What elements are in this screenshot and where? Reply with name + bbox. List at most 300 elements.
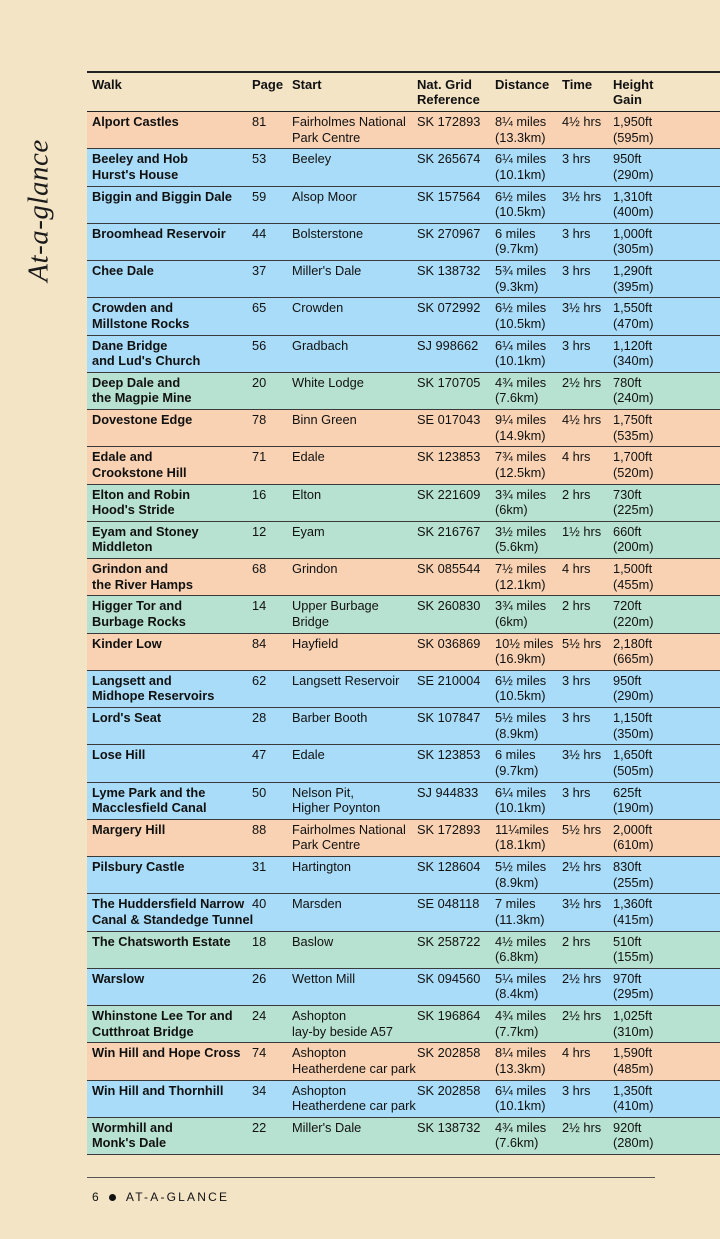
cell-walk — [87, 112, 252, 148]
cell-height — [613, 894, 720, 930]
cell-start-line: Eyam — [292, 523, 325, 539]
cell-walk — [87, 783, 252, 819]
cell-height-line: (280m) — [613, 1135, 654, 1151]
cell-distance-line: 11¼miles — [495, 821, 549, 837]
cell-start — [292, 112, 417, 148]
cell-grid: SK 072992 — [417, 300, 481, 316]
cell-start — [292, 1006, 417, 1042]
cell-height-line: 1,700ft — [613, 449, 653, 465]
bullet-icon — [109, 1194, 116, 1201]
cell-page: 24 — [252, 1008, 267, 1023]
cell-page: 18 — [252, 933, 267, 949]
cell-start-line: Barber Booth — [292, 710, 368, 725]
cell-distance-line: (8.9km) — [495, 725, 539, 741]
cell-distance-line: 5½ miles — [495, 710, 547, 725]
cell-page: 22 — [252, 1119, 267, 1135]
cell-height-line: 1,025ft — [613, 1008, 653, 1023]
cell-distance-line: (9.7km) — [495, 762, 539, 778]
table-row — [87, 894, 720, 931]
cell-height-line: 1,150ft — [613, 710, 653, 725]
cell-distance-line: 8¼ miles — [495, 1045, 547, 1061]
cell-walk-line: Alport Castles — [92, 114, 179, 129]
cell-height — [613, 373, 720, 409]
cell-start-line: Hayfield — [292, 635, 339, 651]
cell-distance-line: 7¾ miles — [495, 449, 547, 465]
cell-start-line: Ashopton — [292, 1082, 347, 1098]
cell-walk-line: Eyam and Stoney — [92, 523, 199, 539]
cell-distance — [495, 485, 562, 521]
header-start: Start — [292, 77, 322, 92]
header-grid — [417, 73, 495, 111]
cell-start — [292, 336, 417, 372]
table-row — [87, 969, 720, 1006]
cell-height — [613, 671, 720, 707]
cell-distance-line: (10.5km) — [495, 315, 546, 331]
header-grid-line2: Reference — [417, 92, 480, 107]
table-row — [87, 596, 720, 633]
cell-grid: SK 157564 — [417, 188, 481, 204]
cell-height-line: 1,350ft — [613, 1082, 653, 1098]
cell-height-line: (535m) — [613, 427, 654, 443]
cell-start-line: Higher Poynton — [292, 800, 381, 815]
cell-walk — [87, 187, 252, 223]
cell-distance-line: 4¾ miles — [495, 374, 547, 390]
cell-distance-line: 6½ miles — [495, 300, 547, 316]
cell-distance-line: (13.3km) — [495, 129, 546, 145]
cell-height-line: 1,500ft — [613, 561, 653, 576]
table-row — [87, 932, 720, 969]
cell-start — [292, 708, 417, 744]
cell-height-line: (200m) — [613, 539, 654, 555]
cell-walk-line: Crookstone Hill — [92, 464, 187, 480]
cell-page: 78 — [252, 412, 267, 427]
cell-walk-line: Lyme Park and the — [92, 784, 206, 800]
cell-distance — [495, 745, 562, 781]
cell-distance — [495, 410, 562, 446]
cell-walk-line: Hurst's House — [92, 166, 179, 182]
cell-height — [613, 708, 720, 744]
cell-time: 4 hrs — [562, 1045, 591, 1061]
cell-height-line: 1,310ft — [613, 188, 653, 204]
cell-walk — [87, 894, 252, 930]
cell-walk-line: Edale and — [92, 449, 153, 465]
cell-height — [613, 745, 720, 781]
cell-walk — [87, 857, 252, 893]
cell-walk-line: The Chatsworth Estate — [92, 933, 231, 949]
cell-grid: SK 196864 — [417, 1008, 481, 1023]
cell-distance-line: (13.3km) — [495, 1060, 546, 1076]
cell-walk-line: Canal & Standedge Tunnel — [92, 911, 254, 927]
table-row — [87, 1043, 720, 1080]
cell-page: 56 — [252, 337, 267, 353]
cell-walk — [87, 969, 252, 1005]
cell-start-line: Ashopton — [292, 1045, 347, 1061]
header-grid-line1: Nat. Grid — [417, 77, 472, 92]
cell-height-line: (225m) — [613, 502, 654, 517]
cell-distance-line: 6 miles — [495, 747, 536, 763]
cell-distance — [495, 298, 562, 334]
cell-height-line: (470m) — [613, 315, 654, 331]
cell-walk — [87, 671, 252, 707]
cell-start — [292, 820, 417, 856]
cell-height-line: (255m) — [613, 874, 654, 890]
cell-grid: SK 265674 — [417, 151, 481, 167]
cell-start-line: Gradbach — [292, 337, 349, 353]
cell-height — [613, 1043, 720, 1079]
cell-distance-line: 7 miles — [495, 896, 536, 912]
cell-grid: SK 123853 — [417, 449, 481, 465]
cell-grid: SK 036869 — [417, 635, 481, 651]
cell-distance-line: (7.6km) — [495, 1135, 539, 1151]
cell-distance-line: 5½ miles — [495, 859, 547, 874]
header-page: Page — [252, 77, 284, 92]
cell-height-line: (155m) — [613, 949, 654, 964]
cell-distance-line: 9¼ miles — [495, 412, 547, 427]
cell-distance-line: 6¼ miles — [495, 151, 547, 167]
table-row — [87, 485, 720, 522]
cell-start-line: Wetton Mill — [292, 970, 356, 986]
table-row — [87, 857, 720, 894]
cell-walk-line: Dovestone Edge — [92, 412, 193, 427]
cell-time: 3 hrs — [562, 151, 591, 167]
cell-start — [292, 261, 417, 297]
cell-distance — [495, 932, 562, 968]
cell-grid: SK 260830 — [417, 598, 481, 614]
cell-distance-line: (7.7km) — [495, 1023, 539, 1039]
table-row — [87, 410, 720, 447]
cell-page: 40 — [252, 896, 267, 912]
cell-height-line: 950ft — [613, 672, 642, 688]
cell-distance-line: (10.1km) — [495, 353, 546, 368]
cell-time: 1½ hrs — [562, 523, 602, 539]
cell-height-line: 730ft — [613, 486, 642, 502]
cell-start-line: Bridge — [292, 613, 329, 629]
cell-start-line: Hartington — [292, 859, 352, 874]
cell-distance-line: 4½ miles — [495, 933, 547, 949]
cell-height — [613, 224, 720, 260]
cell-height-line: 1,000ft — [613, 225, 653, 241]
cell-walk — [87, 410, 252, 446]
cell-page: 44 — [252, 225, 267, 241]
cell-time: 2½ hrs — [562, 859, 602, 874]
cell-walk — [87, 485, 252, 521]
cell-page: 59 — [252, 188, 267, 204]
cell-start — [292, 932, 417, 968]
cell-page: 62 — [252, 672, 267, 688]
cell-start-line: Heatherdene car park — [292, 1060, 416, 1076]
cell-walk-line: Millstone Rocks — [92, 315, 190, 331]
table-row — [87, 708, 720, 745]
cell-height-line: 1,590ft — [613, 1045, 653, 1061]
header-walk: Walk — [92, 77, 122, 92]
cell-grid: SJ 944833 — [417, 784, 479, 800]
cell-walk-line: Midhope Reservoirs — [92, 688, 215, 704]
cell-height-line: 920ft — [613, 1119, 642, 1135]
cell-grid: SK 128604 — [417, 859, 481, 874]
cell-height-line: (295m) — [613, 986, 654, 1002]
cell-walk-line: Kinder Low — [92, 635, 162, 651]
cell-distance — [495, 671, 562, 707]
cell-time: 3½ hrs — [562, 188, 602, 204]
cell-grid: SK 085544 — [417, 561, 481, 576]
cell-walk — [87, 224, 252, 260]
cell-time: 3 hrs — [562, 337, 591, 353]
cell-distance — [495, 336, 562, 372]
cell-start — [292, 447, 417, 483]
cell-walk-line: Monk's Dale — [92, 1135, 167, 1151]
cell-grid: SE 210004 — [417, 672, 481, 688]
cell-walk-line: Warslow — [92, 970, 145, 986]
cell-start — [292, 485, 417, 521]
table-row — [87, 1118, 720, 1155]
cell-walk-line: Burbage Rocks — [92, 613, 186, 629]
cell-grid: SK 216767 — [417, 523, 481, 539]
cell-height-line: (415m) — [613, 911, 654, 927]
cell-start — [292, 596, 417, 632]
cell-start-line: Langsett Reservoir — [292, 672, 400, 688]
cell-walk — [87, 932, 252, 968]
cell-distance-line: 7½ miles — [495, 561, 547, 576]
cell-distance-line: (12.1km) — [495, 576, 546, 592]
cell-page: 26 — [252, 970, 267, 986]
cell-walk-line: Whinstone Lee Tor and — [92, 1008, 233, 1023]
cell-height — [613, 112, 720, 148]
cell-distance — [495, 261, 562, 297]
cell-height-line: (305m) — [613, 241, 654, 257]
cell-time: 2½ hrs — [562, 374, 602, 390]
table-row — [87, 447, 720, 484]
cell-page: 88 — [252, 821, 267, 837]
cell-grid: SK 221609 — [417, 486, 481, 502]
cell-time: 4½ hrs — [562, 412, 602, 427]
cell-time: 3 hrs — [562, 784, 591, 800]
cell-distance-line: (8.9km) — [495, 874, 539, 890]
table-body — [87, 112, 720, 1155]
cell-time: 3 hrs — [562, 263, 591, 278]
cell-time: 5½ hrs — [562, 821, 602, 837]
cell-walk-line: Margery Hill — [92, 821, 166, 837]
cell-time: 3 hrs — [562, 710, 591, 725]
cell-distance — [495, 522, 562, 558]
cell-walk-line: Beeley and Hob — [92, 151, 189, 167]
cell-start — [292, 857, 417, 893]
cell-grid: SJ 998662 — [417, 337, 479, 353]
cell-distance-line: 8¼ miles — [495, 114, 547, 129]
cell-distance-line: (10.1km) — [495, 166, 546, 182]
cell-distance-line: 3¾ miles — [495, 598, 547, 614]
cell-page: 81 — [252, 114, 267, 129]
cell-height-line: 720ft — [613, 598, 642, 614]
cell-height — [613, 783, 720, 819]
cell-distance — [495, 373, 562, 409]
cell-distance — [495, 708, 562, 744]
cell-distance — [495, 1043, 562, 1079]
cell-time: 4½ hrs — [562, 114, 602, 129]
cell-page: 28 — [252, 710, 267, 725]
cell-start-line: lay-by beside A57 — [292, 1023, 394, 1039]
cell-height-line: (240m) — [613, 390, 654, 406]
cell-distance-line: 5¾ miles — [495, 263, 547, 278]
cell-distance — [495, 857, 562, 893]
cell-page: 84 — [252, 635, 267, 651]
cell-walk — [87, 559, 252, 595]
cell-start-line: Park Centre — [292, 129, 361, 145]
cell-page: 50 — [252, 784, 267, 800]
cell-start-line: Baslow — [292, 933, 334, 949]
cell-distance-line: (16.9km) — [495, 651, 546, 666]
cell-distance — [495, 820, 562, 856]
cell-height-line: (290m) — [613, 166, 654, 182]
cell-grid: SK 172893 — [417, 114, 481, 129]
cell-start — [292, 224, 417, 260]
cell-distance — [495, 187, 562, 223]
cell-walk — [87, 149, 252, 185]
cell-start-line: Bolsterstone — [292, 225, 364, 241]
cell-walk — [87, 298, 252, 334]
cell-distance-line: 3¾ miles — [495, 486, 547, 502]
cell-start-line: Elton — [292, 486, 322, 502]
cell-start-line: Miller's Dale — [292, 1119, 362, 1135]
cell-time: 3½ hrs — [562, 747, 602, 763]
cell-distance-line: (14.9km) — [495, 427, 546, 443]
cell-start — [292, 559, 417, 595]
cell-grid: SK 170705 — [417, 374, 481, 390]
cell-walk — [87, 336, 252, 372]
cell-distance — [495, 224, 562, 260]
cell-page: 68 — [252, 561, 267, 576]
cell-start — [292, 410, 417, 446]
cell-walk-line: Win Hill and Thornhill — [92, 1082, 224, 1098]
cell-distance-line: (10.5km) — [495, 204, 546, 219]
table-row — [87, 261, 720, 298]
cell-start — [292, 894, 417, 930]
cell-distance-line: (6km) — [495, 613, 528, 629]
cell-time: 2½ hrs — [562, 1008, 602, 1023]
cell-distance-line: (10.1km) — [495, 800, 546, 815]
header-distance: Distance — [495, 77, 550, 92]
cell-time: 2 hrs — [562, 598, 591, 614]
header-time: Time — [562, 77, 593, 92]
cell-start — [292, 149, 417, 185]
cell-distance-line: (10.5km) — [495, 688, 546, 704]
side-title — [14, 130, 64, 290]
cell-walk-line: Middleton — [92, 539, 153, 555]
cell-height-line: 1,360ft — [613, 896, 653, 912]
cell-distance — [495, 149, 562, 185]
cell-walk-line: the Magpie Mine — [92, 390, 192, 406]
cell-distance-line: (9.7km) — [495, 241, 539, 257]
cell-distance-line: 4¾ miles — [495, 1008, 547, 1023]
cell-distance-line: 6½ miles — [495, 672, 547, 688]
cell-height-line: (520m) — [613, 464, 654, 480]
cell-distance — [495, 894, 562, 930]
cell-grid: SK 202858 — [417, 1045, 481, 1061]
cell-height — [613, 559, 720, 595]
table-row — [87, 187, 720, 224]
cell-height-line: (595m) — [613, 129, 654, 145]
cell-walk-line: Elton and Robin — [92, 486, 191, 502]
cell-start — [292, 187, 417, 223]
cell-time: 3 hrs — [562, 672, 591, 688]
cell-page: 47 — [252, 747, 267, 763]
cell-height-line: 1,550ft — [613, 300, 653, 316]
cell-height — [613, 336, 720, 372]
cell-height-line: (340m) — [613, 353, 654, 368]
cell-distance-line: (8.4km) — [495, 986, 539, 1002]
cell-walk-line: and Lud's Church — [92, 353, 201, 368]
table-row — [87, 559, 720, 596]
table-row — [87, 745, 720, 782]
cell-distance — [495, 1081, 562, 1117]
cell-distance-line: 4¾ miles — [495, 1119, 547, 1135]
cell-start-line: Binn Green — [292, 412, 357, 427]
cell-time: 4 hrs — [562, 449, 591, 465]
table-row — [87, 298, 720, 335]
cell-page: 16 — [252, 486, 267, 502]
cell-walk-line: Langsett and — [92, 672, 172, 688]
cell-grid: SK 202858 — [417, 1082, 481, 1098]
cell-walk-line: Crowden and — [92, 300, 174, 316]
cell-distance-line: (5.6km) — [495, 539, 539, 555]
cell-walk — [87, 373, 252, 409]
header-height-line1: Height — [613, 77, 654, 92]
page-footer — [92, 1190, 229, 1204]
cell-height-line: (190m) — [613, 800, 654, 815]
cell-grid: SK 107847 — [417, 710, 481, 725]
cell-height-line: 950ft — [613, 151, 642, 167]
cell-start-line: Beeley — [292, 151, 332, 167]
cell-walk-line: Hood's Stride — [92, 502, 175, 517]
cell-start-line: Crowden — [292, 300, 344, 316]
cell-walk — [87, 745, 252, 781]
cell-time: 3 hrs — [562, 1082, 591, 1098]
cell-time: 2½ hrs — [562, 1119, 602, 1135]
cell-distance-line: 3½ miles — [495, 523, 547, 539]
cell-height-line: (290m) — [613, 688, 654, 704]
cell-time: 3 hrs — [562, 225, 591, 241]
cell-start — [292, 1118, 417, 1154]
header-height — [613, 73, 720, 111]
footer-rule — [87, 1177, 655, 1178]
cell-distance — [495, 783, 562, 819]
header-height-line2: Gain — [613, 92, 642, 107]
cell-height — [613, 969, 720, 1005]
cell-start-line: Miller's Dale — [292, 263, 362, 278]
cell-page: 34 — [252, 1082, 267, 1098]
cell-height-line: 625ft — [613, 784, 642, 800]
cell-start — [292, 522, 417, 558]
cell-height-line: 1,750ft — [613, 412, 653, 427]
cell-height-line: 2,180ft — [613, 635, 653, 651]
cell-height — [613, 596, 720, 632]
table-row — [87, 820, 720, 857]
cell-height-line: 780ft — [613, 374, 642, 390]
cell-page: 74 — [252, 1045, 267, 1061]
table-row — [87, 783, 720, 820]
cell-start-line: Edale — [292, 449, 325, 465]
cell-start — [292, 298, 417, 334]
cell-walk-line: Wormhill and — [92, 1119, 173, 1135]
cell-height — [613, 485, 720, 521]
cell-walk-line: Dane Bridge — [92, 337, 168, 353]
cell-distance-line: (12.5km) — [495, 464, 546, 480]
table-row — [87, 634, 720, 671]
page-number: 6 — [92, 1190, 101, 1204]
cell-height-line: 660ft — [613, 523, 642, 539]
cell-start-line: Nelson Pit, — [292, 784, 354, 800]
cell-start — [292, 969, 417, 1005]
cell-walk-line: the River Hamps — [92, 576, 193, 592]
